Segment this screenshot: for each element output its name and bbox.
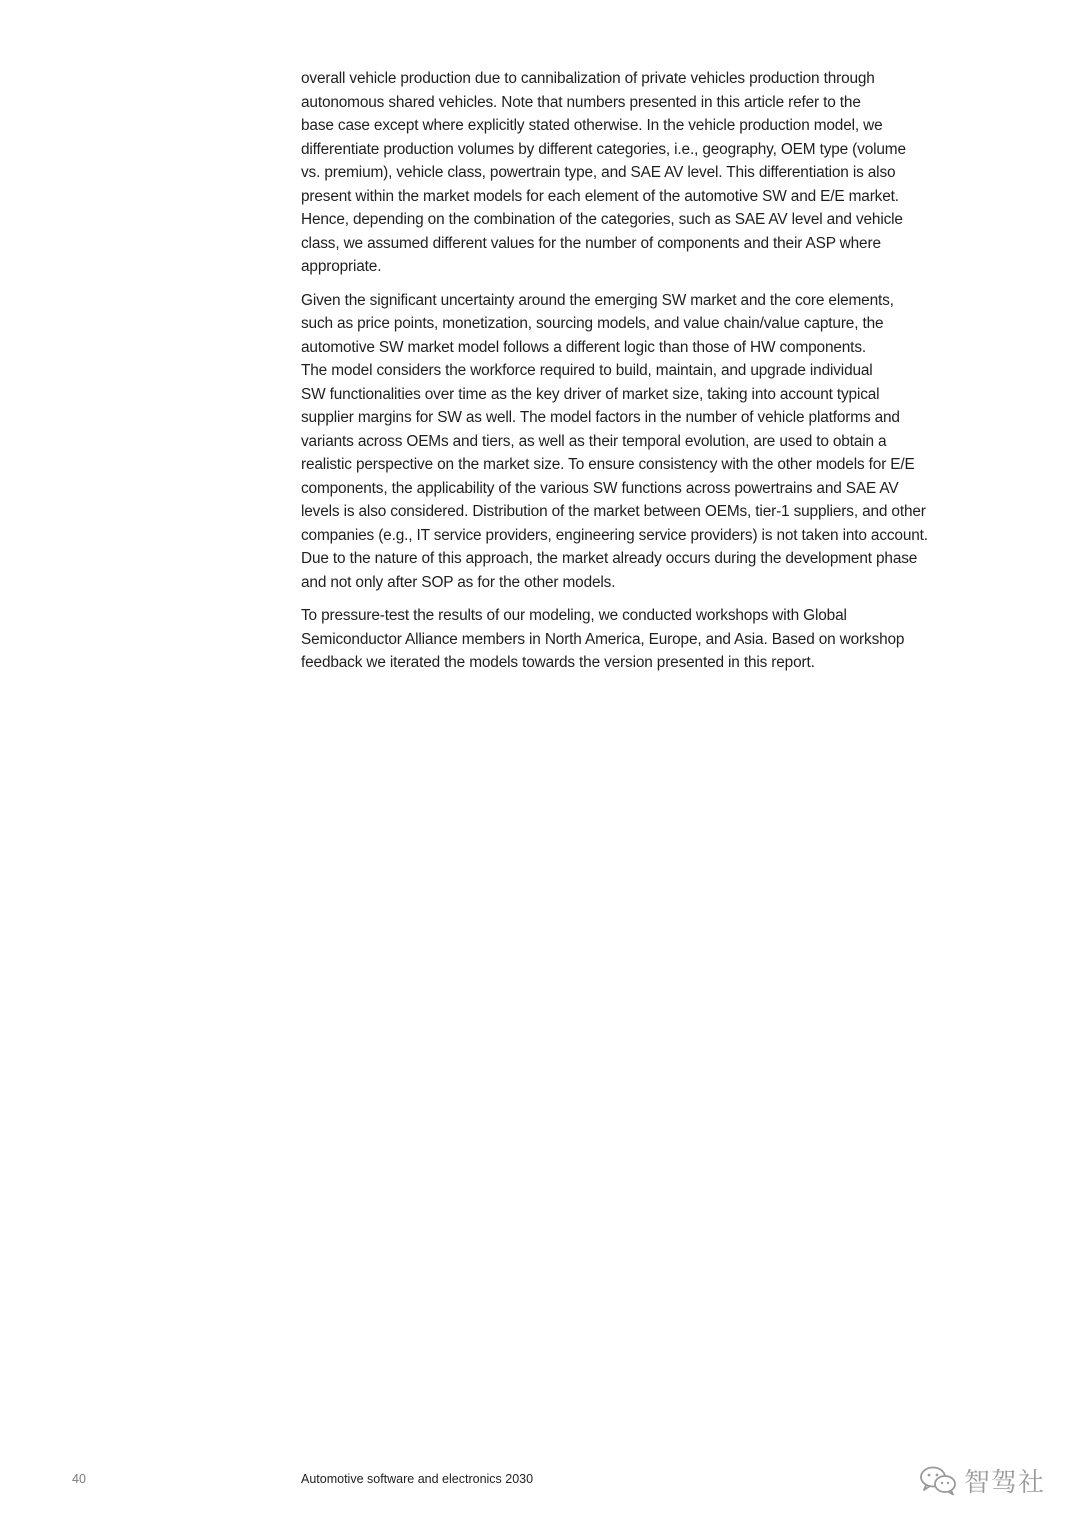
text-line: SW functionalities over time as the key driver of market size, taking into account typical (301, 385, 880, 403)
text-line: class, we assumed different values for the number of components and their ASP where (301, 234, 881, 252)
watermark (918, 1462, 1058, 1498)
text-line: automotive SW market model follows a different logic than those of HW components. (301, 338, 866, 356)
paragraph (301, 289, 973, 595)
text-line: companies (e.g., IT service providers, engineering service providers) is not taken into account. (301, 526, 928, 544)
text-line: and not only after SOP as for the other models. (301, 573, 616, 591)
text-line: variants across OEMs and tiers, as well as their temporal evolution, are used to obtain a (301, 432, 887, 450)
text-line: such as price points, monetization, sourcing models, and value chain/value capture, the (301, 315, 884, 332)
text-line: appropriate. (301, 258, 382, 275)
body-text (301, 67, 973, 685)
text-line: Given the significant uncertainty around the emerging SW market and the core elements, (301, 291, 894, 309)
text-line: feedback we iterated the models towards the version presented in this report. (301, 654, 815, 671)
text-line: Due to the nature of this approach, the market already occurs during the development phase (301, 550, 918, 567)
text-line: present within the market models for each element of the automotive SW and E/E market. (301, 187, 899, 205)
watermark-text: 智驾社 (964, 1467, 1046, 1498)
text-line: Hence, depending on the combination of the categories, such as SAE AV level and vehicle (301, 211, 903, 228)
paragraph (301, 67, 973, 279)
paragraph (301, 604, 973, 675)
text-line: components, the applicability of the various SW functions across powertrains and SAE AV (301, 479, 899, 497)
text-line: differentiate production volumes by different categories, i.e., geography, OEM type (volume (301, 140, 906, 158)
text-line: vs. premium), vehicle class, powertrain type, and SAE AV level. This differentiation is also (301, 164, 896, 181)
text-line: supplier margins for SW as well. The model factors in the number of vehicle platforms and (301, 409, 900, 426)
page-number: 40 (72, 1472, 86, 1486)
text-line: base case except where explicitly stated otherwise. In the vehicle production model, we (301, 117, 883, 134)
wechat-icon (918, 1464, 958, 1496)
text-line: Semiconductor Alliance members in North America, Europe, and Asia. Based on workshop (301, 630, 905, 648)
text-line: levels is also considered. Distribution of the market between OEMs, tier-1 suppliers, and other (301, 503, 926, 520)
text-line: overall vehicle production due to cannibalization of private vehicles production through (301, 70, 875, 87)
text-line: The model considers the workforce required to build, maintain, and upgrade individual (301, 362, 873, 379)
text-line: To pressure-test the results of our modeling, we conducted workshops with Global (301, 607, 847, 624)
footer-title: Automotive software and electronics 2030 (301, 1472, 534, 1486)
text-line: autonomous shared vehicles. Note that numbers presented in this article refer to the (301, 93, 861, 111)
text-line: realistic perspective on the market size. To ensure consistency with the other models for E/E (301, 456, 915, 473)
